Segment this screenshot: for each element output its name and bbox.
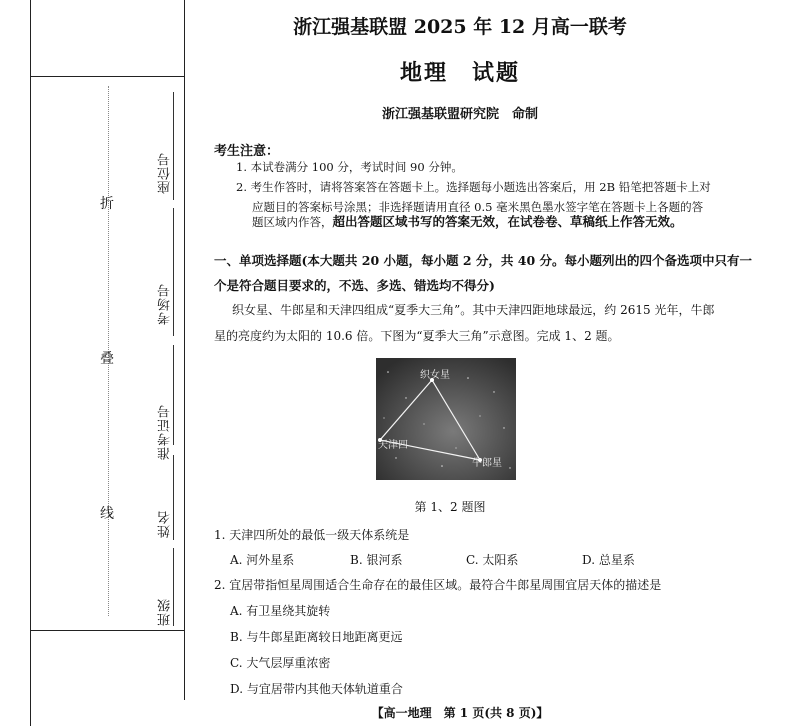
- deneb-label: 天津四: [378, 440, 408, 451]
- question-1-option-c[interactable]: C. 太阳系: [466, 553, 519, 567]
- author-line: 浙江强基联盟研究院 命制: [381, 107, 538, 122]
- question-1-option-d[interactable]: D. 总星系: [582, 553, 635, 567]
- notice-item-2-line-3: [252, 212, 683, 232]
- margin-top-rule: [30, 76, 184, 77]
- notice-item-2-line-3-normal: 题区域内作答，: [252, 215, 333, 229]
- question-1-option-a[interactable]: A. 河外星系: [230, 553, 295, 567]
- exam-title: 浙江强基联盟 2025 年 12 月高一联考: [293, 16, 627, 38]
- fold-char-2: 叠: [100, 351, 114, 367]
- subject-title: 地理 试题: [399, 60, 520, 86]
- notice-heading: 考生注意：: [214, 144, 280, 159]
- notice-item-2-line-2: 应题目的答案标号涂黑；非选择题请用直径 0.5 毫米黑色墨水签字笔在答题卡上各题的答: [252, 200, 704, 214]
- section-heading-line-1: 一、单项选择题(本大题共 20 小题，每小题 2 分，共 40 分。每小题列出的四个备选项中只有一: [214, 253, 753, 268]
- question-2-option-d[interactable]: D. 与宜居带内其他天体轨道重合: [230, 682, 403, 696]
- notice-item-2-line-3-bold: 超出答题区域书写的答案无效，在试卷卷、草稿纸上作答无效。: [332, 214, 683, 229]
- admission-number-field[interactable]: [173, 345, 174, 445]
- notice-item-2-line-1: 2. 考生作答时，请将答案答在答题卡上。选择题每小题选出答案后，用 2B 铅笔把答题卡上对: [236, 180, 711, 194]
- class-label: 班级: [158, 598, 173, 626]
- name-label: 姓名: [158, 510, 173, 538]
- altair-label: 牛郎星: [472, 458, 502, 469]
- class-field[interactable]: [173, 548, 174, 626]
- name-field[interactable]: [173, 455, 174, 540]
- section-heading-line-2: 个是符合题目要求的，不选、多选、错选均不得分): [214, 278, 495, 293]
- question-2-option-c[interactable]: C. 大气层厚重浓密: [230, 656, 331, 670]
- page-footer: 【高一地理 第 1 页(共 8 页)】: [371, 706, 549, 720]
- fold-char-1: 折: [100, 196, 114, 212]
- seat-number-label: 座位号: [158, 152, 173, 194]
- vega-label: 织女星: [420, 370, 450, 381]
- exam-room-field[interactable]: [173, 208, 174, 336]
- question-2-option-a[interactable]: A. 有卫星绕其旋转: [230, 604, 331, 618]
- exam-room-label: 考场号: [158, 283, 173, 325]
- margin-bottom-rule: [30, 630, 184, 631]
- margin-outer-line: [30, 0, 31, 726]
- intro-line-1: 织女星、牛郎星和天津四组成“夏季大三角”。其中天津四距地球最远，约 2615 光年，牛郎: [232, 303, 715, 317]
- notice-item-1: 1. 本试卷满分 100 分，考试时间 90 分钟。: [236, 160, 463, 174]
- figure-caption: 第 1、2 题图: [414, 500, 486, 514]
- seat-number-field[interactable]: [173, 92, 174, 200]
- question-2-option-b[interactable]: B. 与牛郎星距离较日地距离更远: [230, 630, 403, 644]
- admission-number-label: 准考证号: [158, 404, 173, 460]
- question-2-stem: 2. 宜居带指恒星周围适合生命存在的最佳区域。最符合牛郎星周围宜居天体的描述是: [214, 578, 662, 592]
- intro-line-2: 星的亮度约为太阳的 10.6 倍。下图为“夏季大三角”示意图。完成 1、2 题。: [214, 329, 620, 343]
- summer-triangle-figure: [376, 358, 516, 480]
- question-1-stem: 1. 天津四所处的最低一级天体系统是: [214, 528, 410, 542]
- margin-inner-line: [184, 0, 185, 700]
- fold-char-3: 线: [100, 506, 114, 522]
- question-1-option-b[interactable]: B. 银河系: [350, 553, 403, 567]
